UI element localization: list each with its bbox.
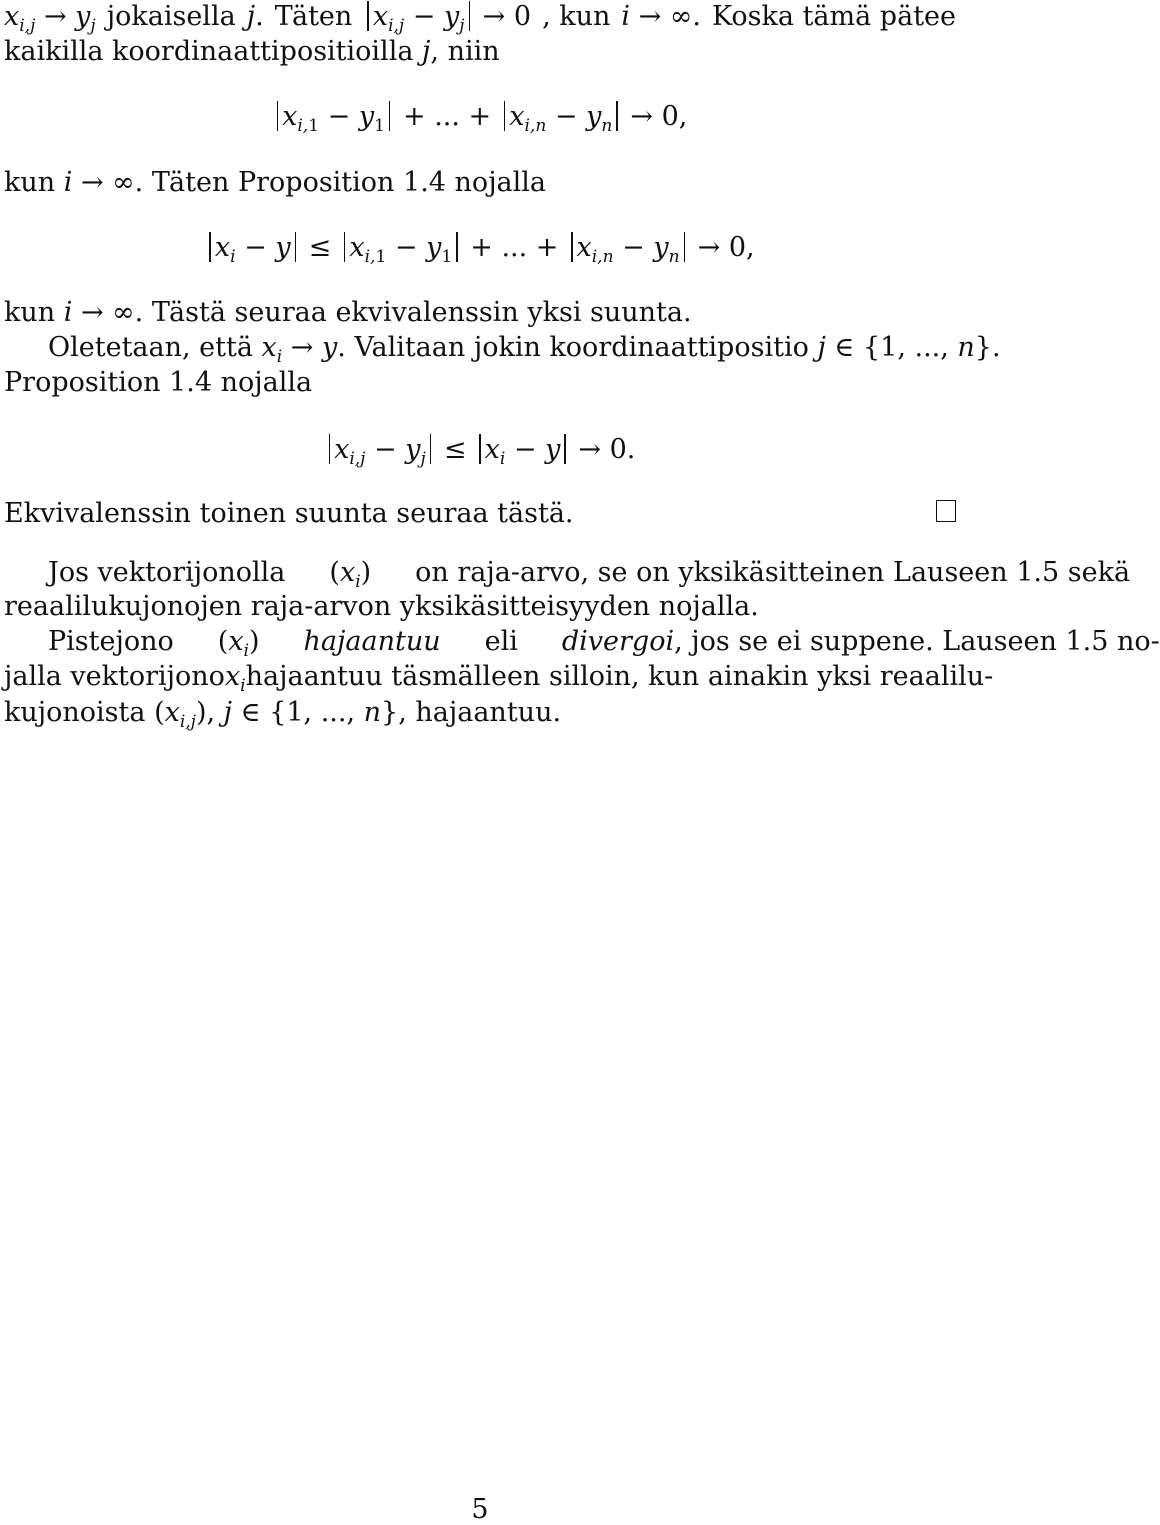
display-equation-3: $x_{i,j} - y_j \le x_i - y \to 0$. <box>4 433 956 467</box>
text-fragment: hajaantuu täsmälleen silloin, kun ainakin yksi reaalilu- <box>245 661 994 692</box>
page-number: 5 <box>471 1494 489 1525</box>
display-equation-2: $x_i - y \le x_{i,1} - y_1$ + ... + $x_{i,n} - y_n \to 0$, <box>4 231 956 265</box>
math-inline: $(x_i)$ <box>329 557 372 592</box>
paragraph-line-2 <box>4 35 956 69</box>
math-inline: j <box>422 36 431 67</box>
math-inline: $x_{i,j} \to y_j$ <box>4 1 96 36</box>
emphasis-term: divergoi <box>561 626 675 657</box>
math-inline: j. <box>246 1 264 32</box>
text-fragment: jokaisella <box>106 1 236 32</box>
text-fragment: Ekvivalenssin toinen suunta seuraa tästä. <box>4 498 574 529</box>
text-fragment: . Tästä seuraa ekvivalenssin yksi suunta. <box>134 297 692 328</box>
emphasis-term: hajaantuu <box>303 626 441 657</box>
paragraph-line-8 <box>4 366 956 400</box>
text-fragment: Jos vektorijonolla <box>48 557 286 588</box>
text-fragment: , niin <box>430 36 500 67</box>
text-fragment: reaalilukujonojen raja-arvon yksikäsitteisyyden nojalla. <box>4 591 759 622</box>
text-fragment: , kun <box>542 1 611 32</box>
text-fragment: kun <box>4 297 56 328</box>
text-fragment: on raja-arvo, se on yksikäsitteinen Lauseen 1.5 sekä <box>415 557 1131 588</box>
math-inline: j ∈ {1, ..., n}. <box>817 332 1001 363</box>
math-inline: $x_i$ <box>224 661 246 696</box>
text-fragment: Koska tämä pätee <box>711 1 956 32</box>
paragraph-line-14 <box>4 660 994 696</box>
math-inline: i → ∞. <box>621 1 701 32</box>
math-inline: $(x_i)$ <box>217 626 260 661</box>
paragraph-line-1 <box>4 0 956 34</box>
math-inline: $x_i \to y$ <box>261 332 338 367</box>
text-fragment: . Täten Proposition 1.4 nojalla <box>134 167 547 198</box>
display-equation-1: $x_{i,1} - y_1$ + ... + $x_{i,n} - y_n \to 0$, <box>4 100 956 134</box>
text-fragment: Täten <box>274 1 353 32</box>
text-fragment: Pistejono <box>48 626 174 657</box>
text-fragment: Oletetaan, että <box>48 332 253 363</box>
text-fragment: , hajaantuu. <box>398 697 562 728</box>
text-fragment: kujonoista <box>4 697 146 728</box>
text-fragment: . Valitaan jokin koordinaattipositio <box>337 332 809 363</box>
paragraph-line-11 <box>4 556 1131 592</box>
paragraph-line-13 <box>4 625 1160 661</box>
math-inline: i → ∞ <box>63 297 135 328</box>
math-inline: $x_{i,j} - y_j \to 0$ <box>363 0 531 34</box>
text-fragment: jalla vektorijono <box>4 661 225 692</box>
math-inline: $(x_{i,j})$, j ∈ {1, ..., n} <box>154 697 399 732</box>
math-inline: i → ∞ <box>63 167 135 198</box>
text-fragment: kaikilla koordinaattipositioilla <box>4 36 414 67</box>
qed-box-icon <box>936 500 956 522</box>
paragraph-line-12 <box>4 590 956 624</box>
paragraph-line-10 <box>4 497 956 531</box>
paragraph-line-6 <box>4 296 956 330</box>
paragraph-line-15 <box>4 696 956 730</box>
text-fragment: eli <box>484 626 518 657</box>
text-fragment: kun <box>4 167 56 198</box>
text-fragment: Proposition 1.4 nojalla <box>4 367 313 398</box>
text-fragment: , jos se ei suppene. Lauseen 1.5 no- <box>674 626 1160 657</box>
paragraph-line-4 <box>4 166 956 200</box>
paragraph-line-7 <box>4 331 1001 367</box>
